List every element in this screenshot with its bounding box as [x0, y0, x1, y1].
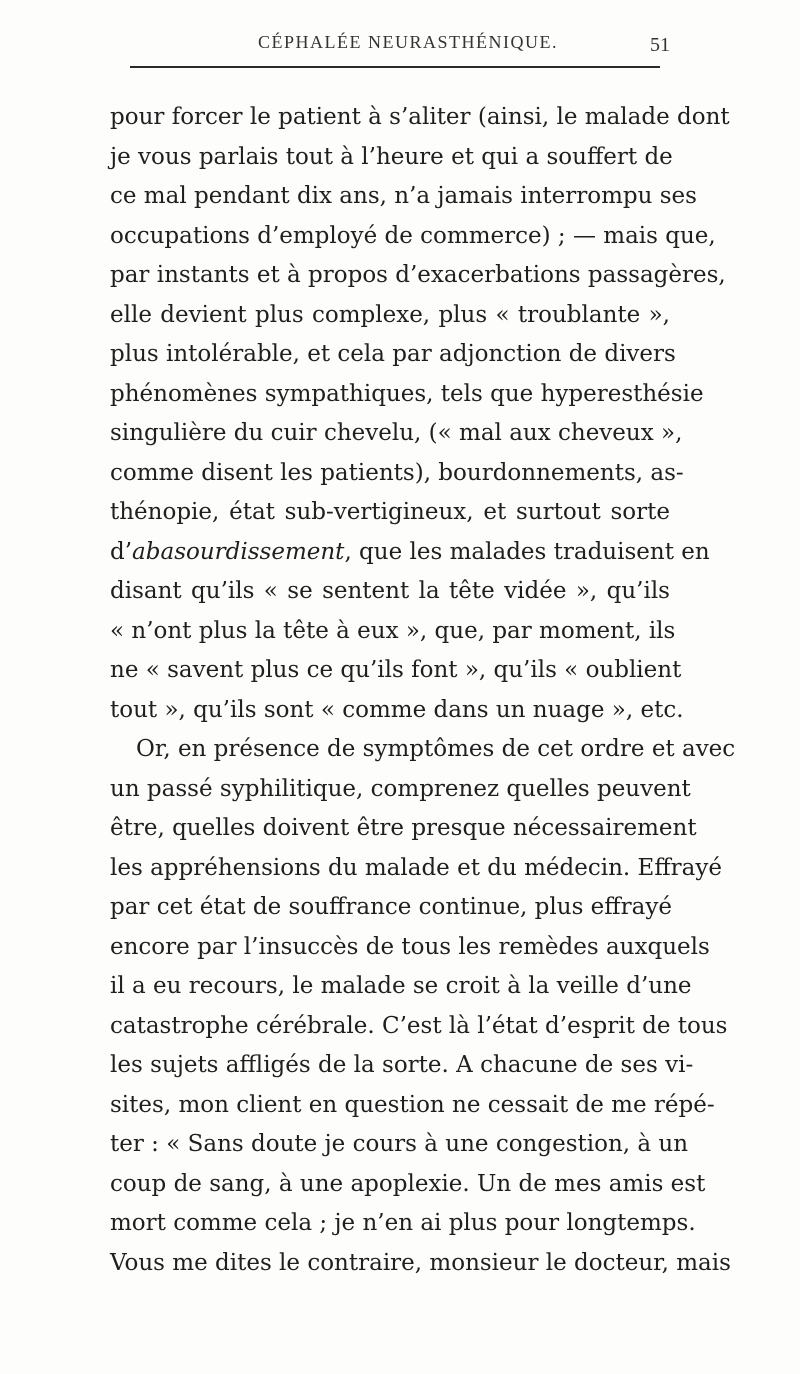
text-line: elle devient plus complexe, plus « troublante », — [110, 301, 670, 328]
text-line: les sujets affligés de la sorte. A chacune de ses vi- — [110, 1052, 694, 1078]
text-line: comme disent les patients), bourdonnements, as- — [110, 459, 684, 486]
text-line: phénomènes sympathiques, tels que hyperesthésie — [110, 380, 704, 407]
italic-term: abasourdissement — [132, 538, 345, 565]
text-line: pour forcer le patient à s’aliter (ainsi, le malade dont — [110, 104, 730, 130]
header-rule — [130, 66, 660, 68]
text-line: mort comme cela ; je n’en ai plus pour longtemps. — [110, 1210, 696, 1236]
running-header — [0, 32, 800, 64]
text-line: encore par l’insuccès de tous les remèdes auxquels — [110, 933, 710, 960]
text-line: sites, mon client en question ne cessait de me répé- — [110, 1091, 715, 1118]
text-line: ter : « Sans doute je cours à une congestion, à un — [110, 1131, 689, 1157]
text-line: Vous me dites le contraire, monsieur le docteur, mais — [110, 1249, 731, 1276]
text-line: thénopie, état sub-vertigineux, et surtout sorte — [110, 499, 670, 525]
text-line: ce mal pendant dix ans, n’a jamais interrompu ses — [110, 183, 697, 209]
text-line: disant qu’ils « se sentent la tête vidée », qu’ils — [110, 578, 670, 604]
text-line: un passé syphilitique, comprenez quelles peuvent — [110, 775, 691, 802]
text-line: je vous parlais tout à l’heure et qui a souffert de — [110, 143, 673, 170]
text-line: ne « savent plus ce qu’ils font », qu’ils « oublient — [110, 657, 682, 683]
text-line: catastrophe cérébrale. C’est là l’état d’esprit de tous — [110, 1012, 728, 1039]
line-suffix: , que les malades traduisent en — [344, 538, 710, 565]
body-text — [110, 98, 736, 1283]
line-prefix: d’ — [110, 538, 133, 565]
text-line: plus intolérable, et cela par adjonction de divers — [110, 341, 676, 367]
text-line: coup de sang, à une apoplexie. Un de mes amis est — [110, 1170, 706, 1197]
text-line: par cet état de souffrance continue, plus effrayé — [110, 894, 672, 920]
running-title: CÉPHALÉE NEURASTHÉNIQUE. — [258, 32, 558, 52]
text-line: occupations d’employé de commerce) ; — mais que, — [110, 222, 716, 249]
text-line: il a eu recours, le malade se croit à la veille d’une — [110, 973, 692, 999]
text-line: les appréhensions du malade et du médecin. Effrayé — [110, 854, 722, 881]
text-line: tout », qu’ils sont « comme dans un nuage », etc. — [110, 696, 684, 723]
text-line: « n’ont plus la tête à eux », que, par moment, ils — [110, 617, 676, 644]
paragraph-start-line: Or, en présence de symptômes de cet ordre et avec — [136, 736, 736, 762]
text-line: par instants et à propos d’exacerbations passagères, — [110, 262, 726, 288]
text-line-with-italic — [110, 533, 710, 573]
text-line: être, quelles doivent être presque nécessairement — [110, 815, 697, 841]
page-number: 51 — [650, 34, 670, 56]
text-line: singulière du cuir chevelu, (« mal aux cheveux », — [110, 420, 683, 446]
